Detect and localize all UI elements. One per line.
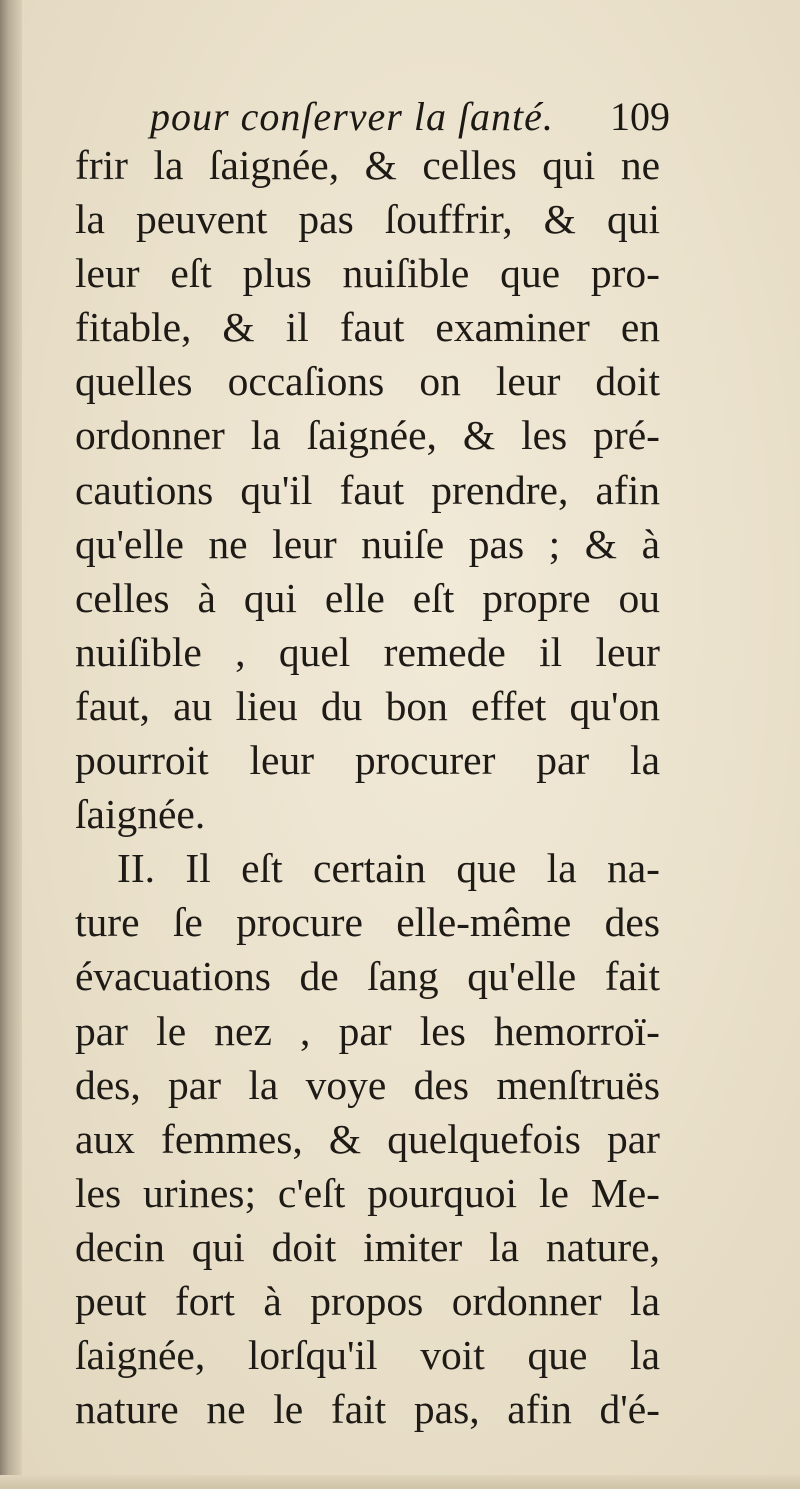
- page-binding-edge: [0, 0, 22, 1489]
- page-bottom-edge: [0, 1475, 800, 1489]
- text-line: les urines; c'eſt pourquoi le Me-: [75, 1169, 660, 1216]
- text-line: pourroit leur procurer par la: [75, 737, 660, 784]
- text-line: nuiſible , quel remede il leur: [75, 628, 660, 675]
- text-line: cautions qu'il faut prendre, afin: [75, 466, 660, 513]
- text-line: la peuvent pas ſouffrir, & qui: [75, 196, 660, 243]
- text-line: peut fort à propos ordonner la: [75, 1277, 660, 1324]
- running-title: pour conſerver la ſanté.: [150, 94, 554, 139]
- text-line: nature ne le fait pas, afin d'é-: [75, 1386, 660, 1433]
- paragraph-end-line: ſaignée.: [75, 791, 206, 838]
- page-number: 109: [610, 94, 670, 139]
- text-line: decin qui doit imiter la nature,: [75, 1223, 660, 1270]
- text-line: ordonner la ſaignée, & les pré-: [75, 412, 660, 459]
- text-line: leur eſt plus nuiſible que pro-: [75, 250, 660, 297]
- text-line: celles à qui elle eſt propre ou: [75, 574, 660, 621]
- text-line: frir la ſaignée, & celles qui ne: [75, 142, 660, 188]
- text-line: ſaignée, lorſqu'il voit que la: [75, 1332, 660, 1379]
- text-line: par le nez , par les hemorroï-: [75, 1007, 660, 1054]
- text-line: évacuations de ſang qu'elle fait: [75, 953, 660, 1000]
- text-line: des, par la voye des menſtruës: [75, 1061, 660, 1108]
- running-head: [150, 92, 670, 142]
- body-text: [75, 138, 660, 1436]
- text-line: quelles occaſions on leur doit: [75, 358, 660, 405]
- text-line: faut, au lieu du bon effet qu'on: [75, 682, 660, 729]
- text-line: fitable, & il faut examiner en: [75, 304, 660, 351]
- text-line: qu'elle ne leur nuiſe pas ; & à: [75, 520, 660, 567]
- text-line: aux femmes, & quelquefois par: [75, 1115, 660, 1162]
- section-start-line: II. Il eſt certain que la na-: [117, 845, 660, 892]
- text-line: ture ſe procure elle-même des: [75, 899, 660, 946]
